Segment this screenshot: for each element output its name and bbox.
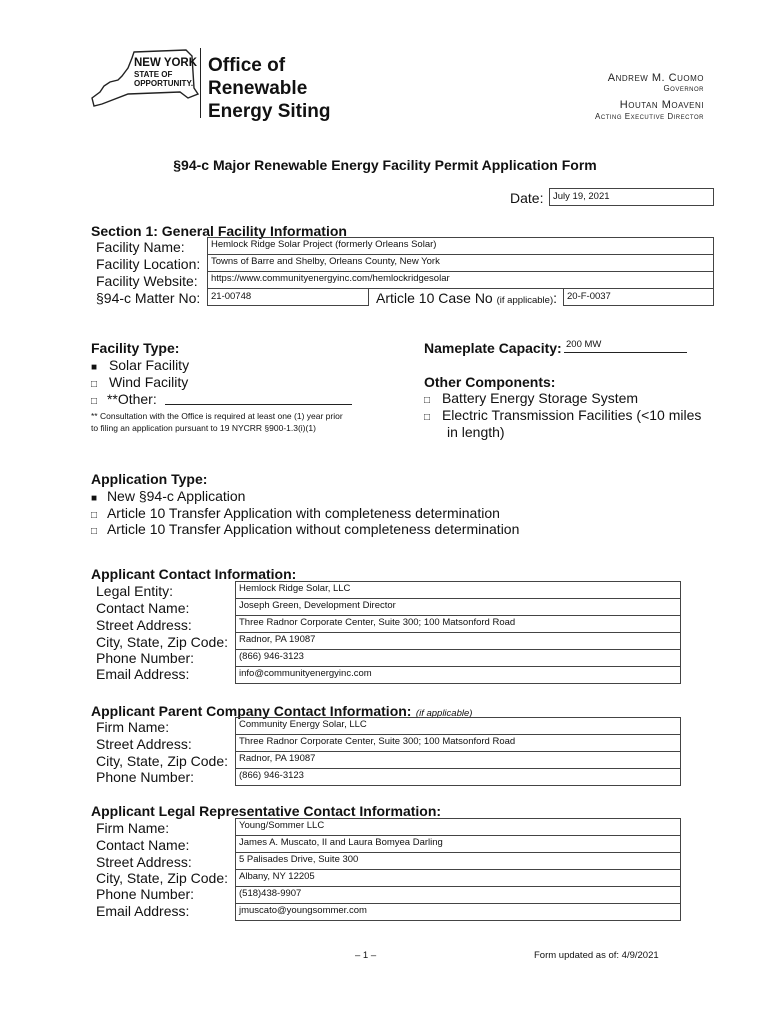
contact-name-field[interactable]: Joseph Green, Development Director bbox=[235, 598, 681, 616]
application-type-title: Application Type: bbox=[91, 471, 208, 487]
section1-title: Section 1: General Facility Information bbox=[91, 223, 347, 239]
ny-logo-line2: STATE OF bbox=[134, 70, 173, 79]
ny-logo-line3: OPPORTUNITY. bbox=[134, 79, 194, 88]
form-updated-date: Form updated as of: 4/9/2021 bbox=[534, 950, 659, 961]
other-components-title: Other Components: bbox=[424, 374, 556, 390]
street-address-field[interactable]: Three Radnor Corporate Center, Suite 300; 100 Matsonford Road bbox=[235, 615, 681, 633]
matter-no-field[interactable]: 21-00748 bbox=[207, 288, 369, 306]
logo-divider bbox=[200, 48, 201, 118]
article10-colon: : bbox=[553, 290, 557, 306]
director-name: Houtan Moaveni bbox=[619, 99, 704, 111]
city-state-zip-label: City, State, Zip Code: bbox=[96, 634, 229, 650]
solar-checkbox-checked-icon[interactable]: ■ bbox=[91, 362, 98, 373]
email-address-field[interactable]: info@communityenergyinc.com bbox=[235, 666, 681, 684]
parent-street-field[interactable]: Three Radnor Corporate Center, Suite 300; 100 Matsonford Road bbox=[235, 734, 681, 752]
facility-type-title: Facility Type: bbox=[91, 340, 180, 356]
parent-firm-name-field[interactable]: Community Energy Solar, LLC bbox=[235, 717, 681, 735]
legal-street-field[interactable]: 5 Palisades Drive, Suite 300 bbox=[235, 852, 681, 870]
legal-phone-label: Phone Number: bbox=[96, 886, 195, 902]
other-checkbox-icon[interactable]: □ bbox=[91, 396, 98, 407]
facility-website-field[interactable]: https://www.communityenergyinc.com/hemlockridgesolar bbox=[207, 271, 714, 289]
street-address-label: Street Address: bbox=[96, 617, 192, 633]
app-type-transfer-without[interactable] bbox=[91, 521, 519, 540]
other-line-field[interactable] bbox=[165, 404, 352, 405]
transmission-label-line2: in length) bbox=[447, 424, 505, 440]
legal-street-label: Street Address: bbox=[96, 854, 192, 870]
matter-no-label: §94-c Matter No: bbox=[96, 290, 201, 306]
city-state-zip-field[interactable]: Radnor, PA 19087 bbox=[235, 632, 681, 650]
article10-label bbox=[376, 290, 557, 309]
legal-contact-name-field[interactable]: James A. Muscato, II and Laura Bomyea Darling bbox=[235, 835, 681, 853]
email-address-label: Email Address: bbox=[96, 666, 190, 682]
parent-contact-note: (if applicable) bbox=[415, 708, 473, 719]
legal-firm-name-field[interactable]: Young/Sommer LLC bbox=[235, 818, 681, 836]
parent-phone-field[interactable]: (866) 946-3123 bbox=[235, 768, 681, 786]
transfer-with-checkbox-icon[interactable]: □ bbox=[91, 510, 98, 521]
nameplate-label: Nameplate Capacity: bbox=[424, 340, 562, 356]
solar-label: Solar Facility bbox=[108, 357, 190, 373]
form-title: §94-c Major Renewable Energy Facility Permit Application Form bbox=[173, 157, 597, 173]
applicant-contact-title: Applicant Contact Information: bbox=[91, 566, 297, 582]
date-label: Date: bbox=[510, 190, 544, 206]
legal-entity-field[interactable]: Hemlock Ridge Solar, LLC bbox=[235, 581, 681, 599]
other-label: **Other: bbox=[106, 391, 157, 407]
parent-street-label: Street Address: bbox=[96, 736, 192, 752]
wind-checkbox-icon[interactable]: □ bbox=[91, 379, 98, 390]
nameplate-line bbox=[564, 352, 687, 353]
article10-case-field[interactable]: 20-F-0037 bbox=[563, 288, 714, 306]
transfer-without-label: Article 10 Transfer Application without completeness determination bbox=[106, 521, 520, 537]
facility-location-field[interactable]: Towns of Barre and Shelby, Orleans County, New York bbox=[207, 254, 714, 272]
battery-label: Battery Energy Storage System bbox=[441, 390, 639, 406]
facility-website-label: Facility Website: bbox=[96, 273, 198, 289]
legal-city-label: City, State, Zip Code: bbox=[96, 870, 229, 886]
transmission-checkbox-icon[interactable]: □ bbox=[424, 412, 431, 423]
facility-name-field[interactable]: Hemlock Ridge Solar Project (formerly Orleans Solar) bbox=[207, 237, 714, 255]
phone-number-label: Phone Number: bbox=[96, 650, 195, 666]
date-field[interactable]: July 19, 2021 bbox=[549, 188, 714, 206]
legal-contact-name-label: Contact Name: bbox=[96, 837, 190, 853]
facility-type-other[interactable] bbox=[91, 391, 157, 410]
legal-entity-label: Legal Entity: bbox=[96, 583, 174, 599]
parent-city-field[interactable]: Radnor, PA 19087 bbox=[235, 751, 681, 769]
footnote-line1: ** Consultation with the Office is required at least one (1) year prior bbox=[91, 411, 343, 421]
article10-note: (if applicable) bbox=[496, 295, 554, 306]
office-name-line2: Renewable bbox=[208, 78, 308, 99]
office-name-line1: Office of bbox=[208, 55, 286, 76]
new-app-label: New §94-c Application bbox=[106, 488, 246, 504]
parent-city-label: City, State, Zip Code: bbox=[96, 753, 229, 769]
legal-city-field[interactable]: Albany, NY 12205 bbox=[235, 869, 681, 887]
wind-label: Wind Facility bbox=[108, 374, 189, 390]
article10-label-text: Article 10 Case No bbox=[376, 290, 493, 306]
facility-name-label: Facility Name: bbox=[96, 239, 185, 255]
phone-number-field[interactable]: (866) 946-3123 bbox=[235, 649, 681, 667]
battery-checkbox-icon[interactable]: □ bbox=[424, 395, 431, 406]
transmission-label: Electric Transmission Facilities (<10 miles bbox=[441, 407, 702, 423]
page-number: – 1 – bbox=[355, 950, 377, 961]
parent-phone-label: Phone Number: bbox=[96, 769, 195, 785]
governor-name: Andrew M. Cuomo bbox=[607, 72, 704, 84]
legal-contact-title: Applicant Legal Representative Contact Information: bbox=[91, 803, 442, 819]
legal-phone-field[interactable]: (518)438-9907 bbox=[235, 886, 681, 904]
transfer-with-label: Article 10 Transfer Application with completeness determination bbox=[106, 505, 500, 521]
nameplate-value[interactable]: 200 MW bbox=[566, 339, 602, 350]
new-app-checkbox-checked-icon[interactable]: ■ bbox=[91, 493, 98, 504]
legal-firm-name-label: Firm Name: bbox=[96, 820, 170, 836]
footnote-line2: to filing an application pursuant to 19 NYCRR §900-1.3(i)(1) bbox=[91, 423, 316, 433]
parent-contact-title: Applicant Parent Company Contact Information: bbox=[91, 703, 412, 719]
ny-logo-line1: NEW YORK bbox=[134, 57, 198, 69]
contact-name-label: Contact Name: bbox=[96, 600, 190, 616]
legal-email-label: Email Address: bbox=[96, 903, 190, 919]
transfer-without-checkbox-icon[interactable]: □ bbox=[91, 526, 98, 537]
legal-email-field[interactable]: jmuscato@youngsommer.com bbox=[235, 903, 681, 921]
director-title: Acting Executive Director bbox=[595, 112, 704, 121]
parent-firm-name-label: Firm Name: bbox=[96, 719, 170, 735]
governor-title: Governor bbox=[663, 84, 704, 93]
facility-location-label: Facility Location: bbox=[96, 256, 201, 272]
office-name-line3: Energy Siting bbox=[208, 101, 331, 122]
